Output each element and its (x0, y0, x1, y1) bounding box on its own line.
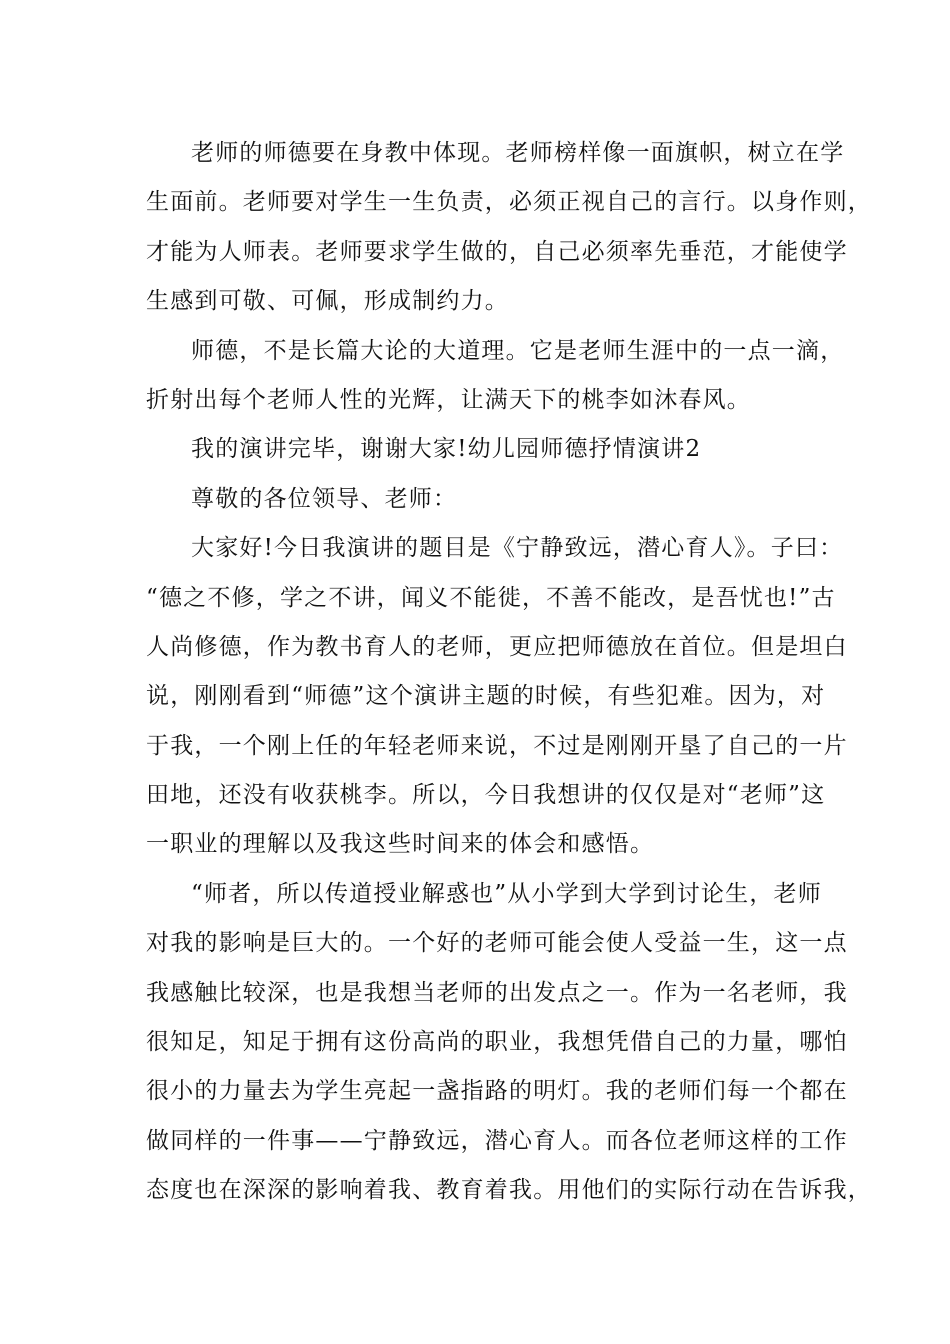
text-line: 田地，还没有收获桃李。所以，今日我想讲的仅仅是对“老师”这 (146, 782, 826, 809)
text-line: 尊敬的各位领导、老师： (191, 485, 458, 512)
paragraph-teacher-ethics (146, 327, 845, 426)
text-line: 说，刚刚看到“师德”这个演讲主题的时候，有些犯难。因为，对 (146, 683, 826, 710)
paragraph-salutation (146, 475, 826, 524)
text-line: 我的演讲完毕，谢谢大家!幼儿园师德抒情演讲2 (191, 436, 702, 463)
text-line: 师德，不是长篇大论的大道理。它是老师生涯中的一点一滴， (191, 337, 845, 364)
text-line: 对我的影响是巨大的。一个好的老师可能会使人受益一生，这一点 (146, 930, 848, 957)
text-line: 很知足，知足于拥有这份高尚的职业，我想凭借自己的力量，哪怕 (146, 1029, 848, 1056)
text-line: 于我，一个刚上任的年轻老师来说，不过是刚刚开垦了自己的一片 (146, 732, 848, 759)
text-line: 态度也在深深的影响着我、教育着我。用他们的实际行动在告诉我， (146, 1177, 872, 1204)
document-body (146, 129, 872, 1216)
text-line: 大家好!今日我演讲的题目是《宁静致远，潜心育人》。子曰： (191, 535, 844, 562)
text-line: 人尚修德，作为教书育人的老师，更应把师德放在首位。但是坦白 (146, 633, 848, 660)
paragraph-teacher-influence (146, 870, 872, 1216)
paragraph-teacher-example (146, 129, 872, 327)
text-line: 一职业的理解以及我这些时间来的体会和感悟。 (146, 831, 655, 858)
text-line: 我感触比较深，也是我想当老师的出发点之一。作为一名老师，我 (146, 979, 848, 1006)
text-line: 折射出每个老师人性的光辉，让满天下的桃李如沐春风。 (146, 386, 751, 413)
text-line: 生感到可敬、可佩，形成制约力。 (146, 288, 509, 315)
paragraph-speech-intro (146, 524, 848, 870)
text-line: 老师的师德要在身教中体现。老师榜样像一面旗帜，树立在学 (191, 140, 845, 166)
text-line: 做同样的一件事——宁静致远，潜心育人。而各位老师这样的工作 (146, 1127, 848, 1154)
text-line: “德之不修，学之不讲，闻义不能徙，不善不能改，是吾忧也!”古 (146, 584, 836, 611)
text-line: 才能为人师表。老师要求学生做的，自己必须率先垂范，才能使学 (146, 238, 848, 265)
text-line: “师者，所以传道授业解惑也”从小学到大学到讨论生，老师 (191, 880, 822, 907)
paragraph-speech-end-title (146, 425, 826, 474)
text-line: 很小的力量去为学生亮起一盏指路的明灯。我的老师们每一个都在 (146, 1078, 848, 1105)
text-line: 生面前。老师要对学生一生负责，必须正视自己的言行。以身作则， (146, 189, 872, 216)
